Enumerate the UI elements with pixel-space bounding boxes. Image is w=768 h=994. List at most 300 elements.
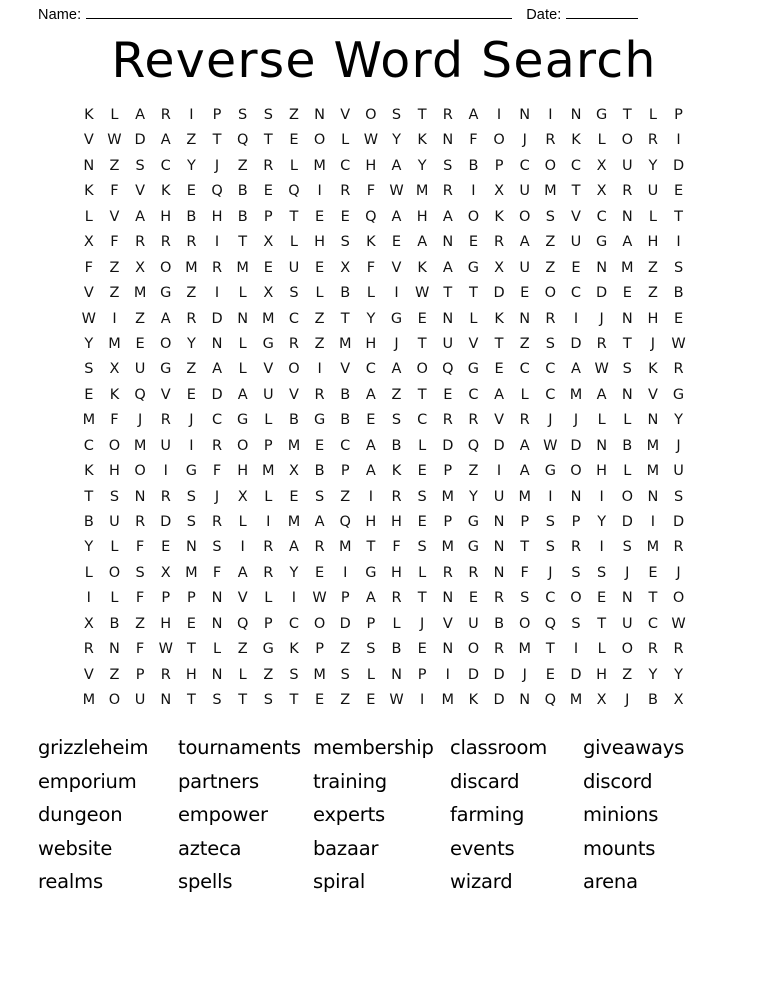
grid-cell[interactable]: N [493,539,505,556]
grid-cell[interactable]: Y [366,310,376,327]
grid-cell[interactable]: T [494,335,504,352]
grid-cell[interactable]: N [647,412,659,429]
grid-cell[interactable]: L [366,666,375,683]
grid-cell[interactable]: E [494,361,504,378]
grid-cell[interactable]: I [317,183,322,200]
grid-cell[interactable]: Y [289,564,299,581]
grid-cell[interactable]: V [160,386,171,403]
grid-cell[interactable]: T [622,107,632,123]
grid-cell[interactable]: D [493,437,505,454]
grid-cell[interactable]: O [570,590,582,607]
grid-cell[interactable]: L [520,386,529,403]
grid-cell[interactable]: M [82,692,96,709]
grid-cell[interactable]: N [519,692,531,709]
grid-cell[interactable]: M [646,463,660,480]
grid-cell[interactable]: W [312,590,327,607]
grid-cell[interactable]: A [237,386,248,403]
grid-cell[interactable]: V [83,666,94,683]
grid-cell[interactable]: P [187,590,196,607]
grid-cell[interactable]: O [544,157,557,174]
grid-cell[interactable]: O [160,335,172,352]
grid-cell[interactable]: B [673,285,684,302]
grid-cell[interactable]: X [237,488,248,505]
grid-cell[interactable]: E [545,666,555,683]
grid-cell[interactable]: T [417,590,427,607]
grid-cell[interactable]: V [391,259,402,276]
grid-cell[interactable]: T [443,285,453,302]
grid-cell[interactable]: M [415,183,429,200]
grid-cell[interactable]: Y [648,157,658,174]
grid-cell[interactable]: M [569,692,583,709]
grid-cell[interactable]: S [186,488,196,505]
grid-cell[interactable]: E [366,692,376,709]
grid-cell[interactable]: K [84,463,94,480]
grid-cell[interactable]: U [493,488,505,505]
grid-cell[interactable]: J [625,564,630,581]
grid-cell[interactable]: S [443,157,453,174]
grid-cell[interactable]: V [340,107,351,123]
grid-cell[interactable]: Y [648,666,658,683]
grid-cell[interactable]: K [417,132,427,149]
word-list-item[interactable]: arena [583,870,638,894]
grid-cell[interactable]: R [391,488,402,505]
grid-cell[interactable]: K [289,641,299,658]
grid-cell[interactable]: H [365,335,377,352]
grid-cell[interactable]: W [594,361,609,378]
grid-cell[interactable]: R [340,183,351,200]
grid-cell[interactable]: T [417,107,427,123]
grid-cell[interactable]: S [520,590,530,607]
grid-cell[interactable]: O [160,259,172,276]
grid-cell[interactable]: E [315,259,325,276]
grid-cell[interactable]: O [672,590,685,607]
grid-cell[interactable]: D [211,310,223,327]
grid-cell[interactable]: S [238,107,248,123]
grid-cell[interactable]: I [266,514,271,530]
grid-cell[interactable]: N [621,208,633,225]
grid-cell[interactable]: R [545,310,556,327]
grid-cell[interactable]: C [340,437,351,454]
grid-cell[interactable]: U [468,615,479,632]
grid-cell[interactable]: A [135,107,146,123]
grid-cell[interactable]: F [110,183,119,200]
grid-cell[interactable]: S [186,514,196,530]
grid-cell[interactable]: Z [186,361,197,378]
grid-cell[interactable]: A [571,361,581,378]
grid-cell[interactable]: J [573,412,579,429]
grid-cell[interactable]: Y [84,335,94,352]
grid-cell[interactable]: O [467,208,480,225]
grid-cell[interactable]: H [237,463,249,480]
grid-cell[interactable]: L [238,666,247,683]
grid-cell[interactable]: X [494,183,505,200]
grid-cell[interactable]: A [442,208,453,225]
grid-cell[interactable]: O [236,437,249,454]
grid-cell[interactable]: M [313,157,326,174]
grid-cell[interactable]: H [596,666,608,683]
grid-cell[interactable]: C [83,437,94,454]
grid-cell[interactable]: A [391,361,402,378]
word-list-item[interactable]: classroom [450,736,548,759]
grid-cell[interactable]: V [263,361,274,378]
grid-cell[interactable]: A [212,361,222,378]
grid-cell[interactable]: R [288,335,299,352]
grid-cell[interactable]: Q [544,692,557,709]
grid-cell[interactable]: E [443,386,453,403]
grid-cell[interactable]: L [264,412,273,429]
grid-cell[interactable]: E [263,259,273,276]
grid-cell[interactable]: F [366,183,376,200]
grid-cell[interactable]: M [441,539,455,556]
word-list-item[interactable]: bazaar [313,836,379,860]
grid-cell[interactable]: K [366,234,376,251]
grid-cell[interactable]: I [112,310,117,327]
grid-cell[interactable]: W [107,132,122,149]
grid-cell[interactable]: S [109,488,120,505]
grid-cell[interactable]: M [518,641,531,658]
grid-cell[interactable]: I [599,488,604,505]
grid-cell[interactable]: I [189,437,194,454]
grid-cell[interactable]: L [418,564,427,581]
grid-cell[interactable]: A [391,157,402,174]
grid-cell[interactable]: L [110,539,119,556]
grid-cell[interactable]: O [365,107,377,123]
grid-cell[interactable]: S [340,666,350,683]
grid-cell[interactable]: A [391,208,402,225]
grid-cell[interactable]: L [84,208,93,225]
grid-cell[interactable]: J [676,437,681,454]
grid-cell[interactable]: S [212,539,222,556]
word-list-item[interactable]: realms [38,870,103,894]
grid-cell[interactable]: U [647,183,659,200]
word-list-item[interactable]: website [38,836,113,860]
grid-cell[interactable]: R [596,335,607,352]
grid-cell[interactable]: E [520,285,530,302]
grid-cell[interactable]: L [110,590,119,607]
grid-cell[interactable]: R [160,412,171,429]
grid-cell[interactable]: H [365,157,377,174]
grid-cell[interactable]: U [262,386,274,403]
grid-cell[interactable]: T [84,488,94,505]
grid-cell[interactable]: J [214,157,220,174]
grid-cell[interactable]: N [570,107,582,123]
grid-cell[interactable]: I [189,107,194,123]
grid-cell[interactable]: S [366,641,376,658]
grid-cell[interactable]: N [211,335,223,352]
grid-cell[interactable]: R [468,564,479,581]
grid-cell[interactable]: P [161,590,171,607]
grid-cell[interactable]: N [596,437,608,454]
grid-cell[interactable]: U [621,615,633,632]
grid-cell[interactable]: S [135,564,145,581]
grid-cell[interactable]: N [160,692,172,709]
grid-cell[interactable]: K [84,183,94,200]
grid-cell[interactable]: M [646,539,660,556]
grid-cell[interactable]: M [82,412,96,429]
grid-cell[interactable]: U [673,463,684,480]
grid-cell[interactable]: M [646,437,660,454]
grid-cell[interactable]: I [676,234,681,251]
grid-cell[interactable]: E [315,692,325,709]
grid-cell[interactable]: N [621,310,633,327]
grid-cell[interactable]: R [211,437,223,454]
grid-cell[interactable]: U [134,361,146,378]
grid-cell[interactable]: A [468,107,479,123]
grid-cell[interactable]: M [621,259,634,276]
grid-cell[interactable]: K [648,361,658,378]
grid-cell[interactable]: G [160,285,172,302]
grid-cell[interactable]: G [390,310,403,327]
grid-cell[interactable]: J [522,666,527,683]
grid-cell[interactable]: U [109,514,120,530]
grid-cell[interactable]: R [160,234,171,251]
grid-cell[interactable]: A [365,437,376,454]
grid-cell[interactable]: L [238,514,247,530]
grid-cell[interactable]: X [109,361,120,378]
grid-cell[interactable]: J [189,412,194,429]
grid-cell[interactable]: L [597,412,606,429]
grid-cell[interactable]: A [519,463,530,480]
grid-cell[interactable]: N [237,310,249,327]
grid-cell[interactable]: I [420,692,425,709]
grid-cell[interactable]: T [366,539,376,556]
grid-cell[interactable]: F [366,259,376,276]
grid-cell[interactable]: B [237,183,248,200]
word-list-item[interactable]: membership [313,736,434,759]
grid-cell[interactable]: Z [545,259,556,276]
word-list-item[interactable]: azteca [178,836,242,860]
grid-cell[interactable]: S [84,361,94,378]
grid-cell[interactable]: V [237,590,248,607]
grid-cell[interactable]: O [108,437,121,454]
grid-cell[interactable]: B [237,208,248,225]
grid-cell[interactable]: Q [288,183,300,200]
grid-cell[interactable]: Q [442,361,454,378]
grid-cell[interactable]: B [340,386,351,403]
grid-cell[interactable]: I [317,361,322,378]
grid-cell[interactable]: E [468,590,479,607]
grid-cell[interactable]: V [83,285,94,302]
grid-cell[interactable]: E [622,285,632,302]
grid-cell[interactable]: E [366,412,376,429]
grid-cell[interactable]: R [647,132,658,149]
word-list-item[interactable]: tournaments [178,736,301,759]
grid-cell[interactable]: C [596,208,607,225]
grid-cell[interactable]: L [648,208,657,225]
grid-cell[interactable]: F [135,641,145,658]
grid-cell[interactable]: J [137,412,143,429]
word-list-item[interactable]: empower [178,803,268,827]
word-list-item[interactable]: grizzleheim [38,736,149,759]
grid-cell[interactable]: I [240,539,245,556]
word-list-item[interactable]: spells [178,870,233,894]
grid-cell[interactable]: N [442,641,454,658]
grid-cell[interactable]: Z [186,285,197,302]
grid-cell[interactable]: X [596,157,607,174]
grid-cell[interactable]: F [520,564,529,581]
grid-cell[interactable]: Z [109,666,120,683]
grid-cell[interactable]: N [185,539,197,556]
grid-cell[interactable]: E [263,183,273,200]
grid-cell[interactable]: H [365,514,377,530]
grid-cell[interactable]: A [519,437,530,454]
grid-cell[interactable]: M [338,539,352,556]
grid-cell[interactable]: E [417,514,427,530]
grid-cell[interactable]: L [238,335,247,352]
word-list-item[interactable]: wizard [450,870,513,894]
grid-cell[interactable]: N [134,488,146,505]
grid-cell[interactable]: E [289,132,299,149]
grid-cell[interactable]: L [289,234,298,251]
grid-cell[interactable]: I [548,107,553,123]
grid-cell[interactable]: T [597,615,607,632]
grid-cell[interactable]: R [314,539,325,556]
grid-cell[interactable]: I [599,539,604,556]
grid-cell[interactable]: B [494,615,505,632]
grid-cell[interactable]: O [621,641,633,658]
grid-cell[interactable]: M [338,335,352,352]
grid-cell[interactable]: S [135,157,145,174]
grid-cell[interactable]: E [340,208,350,225]
grid-cell[interactable]: G [262,335,274,352]
grid-cell[interactable]: E [673,183,684,200]
grid-cell[interactable]: V [494,412,505,429]
grid-cell[interactable]: V [442,615,453,632]
grid-cell[interactable]: S [622,361,632,378]
grid-cell[interactable]: Y [186,157,196,174]
word-list-item[interactable]: minions [583,803,659,827]
grid-cell[interactable]: N [211,666,223,683]
grid-cell[interactable]: E [289,488,299,505]
grid-cell[interactable]: E [315,564,325,581]
grid-cell[interactable]: Q [211,183,223,200]
grid-cell[interactable]: R [135,514,146,530]
grid-cell[interactable]: E [186,183,196,200]
grid-cell[interactable]: V [135,183,146,200]
word-list-item[interactable]: dungeon [38,803,123,827]
word-list-item[interactable]: training [313,769,387,793]
grid-cell[interactable]: S [340,234,350,251]
grid-cell[interactable]: E [84,386,94,403]
grid-cell[interactable]: Q [365,208,377,225]
grid-cell[interactable]: H [391,564,402,581]
grid-cell[interactable]: C [545,590,556,607]
grid-cell[interactable]: D [467,666,480,683]
grid-cell[interactable]: C [570,285,582,302]
grid-cell[interactable]: S [417,539,427,556]
grid-cell[interactable]: S [673,259,684,276]
grid-cell[interactable]: L [597,132,606,149]
grid-cell[interactable]: I [163,463,168,480]
grid-cell[interactable]: N [493,514,505,530]
grid-cell[interactable]: I [86,590,91,607]
grid-cell[interactable]: H [185,666,197,683]
grid-cell[interactable]: T [571,183,581,200]
grid-cell[interactable]: C [160,157,171,174]
grid-cell[interactable]: M [313,666,326,683]
grid-cell[interactable]: W [158,641,173,658]
grid-cell[interactable]: C [570,157,582,174]
grid-cell[interactable]: M [441,488,455,505]
grid-cell[interactable]: Z [647,285,658,302]
grid-cell[interactable]: U [134,692,146,709]
grid-cell[interactable]: E [468,234,479,251]
grid-cell[interactable]: V [288,386,299,403]
grid-cell[interactable]: O [621,132,633,149]
grid-cell[interactable]: L [648,107,657,123]
grid-cell[interactable]: V [647,386,658,403]
grid-cell[interactable]: Z [186,132,197,149]
grid-cell[interactable]: I [573,310,579,327]
grid-cell[interactable]: V [109,208,120,225]
grid-cell[interactable]: C [519,157,530,174]
grid-cell[interactable]: Z [314,335,325,352]
grid-cell[interactable]: X [263,234,274,251]
grid-cell[interactable]: P [443,463,453,480]
grid-cell[interactable]: F [110,234,119,251]
grid-cell[interactable]: V [468,335,479,352]
grid-cell[interactable]: J [394,335,399,352]
grid-cell[interactable]: T [648,590,658,607]
grid-cell[interactable]: X [83,234,94,251]
grid-cell[interactable]: X [263,285,274,302]
grid-cell[interactable]: Y [674,412,683,429]
grid-cell[interactable]: R [160,666,171,683]
grid-cell[interactable]: J [676,564,681,581]
grid-cell[interactable]: H [109,463,120,480]
grid-cell[interactable]: L [264,488,273,505]
grid-cell[interactable]: Z [263,666,274,683]
grid-cell[interactable]: F [84,259,93,276]
grid-cell[interactable]: I [343,564,348,581]
grid-cell[interactable]: S [417,488,427,505]
grid-cell[interactable]: P [263,615,273,632]
grid-cell[interactable]: T [469,285,478,302]
grid-cell[interactable]: O [313,615,326,632]
grid-cell[interactable]: I [214,234,220,251]
grid-cell[interactable]: I [496,463,502,480]
grid-cell[interactable]: P [674,107,683,123]
grid-cell[interactable]: G [467,259,480,276]
grid-cell[interactable]: G [313,412,326,429]
grid-cell[interactable]: D [672,157,685,174]
word-list-item[interactable]: partners [178,769,259,793]
grid-cell[interactable]: R [494,234,505,251]
grid-cell[interactable]: P [212,107,222,123]
word-list-item[interactable]: events [450,836,515,860]
grid-cell[interactable]: N [621,590,633,607]
grid-cell[interactable]: W [389,692,404,709]
grid-cell[interactable]: N [109,641,120,658]
grid-cell[interactable]: Q [236,615,249,632]
grid-cell[interactable]: X [135,259,146,276]
grid-cell[interactable]: T [212,132,222,149]
grid-cell[interactable]: B [186,208,197,225]
grid-cell[interactable]: W [671,335,686,352]
grid-cell[interactable]: L [238,285,247,302]
grid-cell[interactable]: W [363,132,379,149]
grid-cell[interactable]: V [83,132,94,149]
grid-cell[interactable]: R [186,234,197,251]
grid-cell[interactable]: I [676,132,681,149]
grid-cell[interactable]: Y [417,157,427,174]
grid-cell[interactable]: T [238,234,248,251]
grid-cell[interactable]: M [441,692,455,709]
name-input-line[interactable] [86,6,512,19]
grid-cell[interactable]: H [160,615,172,632]
grid-cell[interactable]: J [650,335,656,352]
grid-cell[interactable]: O [313,132,326,149]
